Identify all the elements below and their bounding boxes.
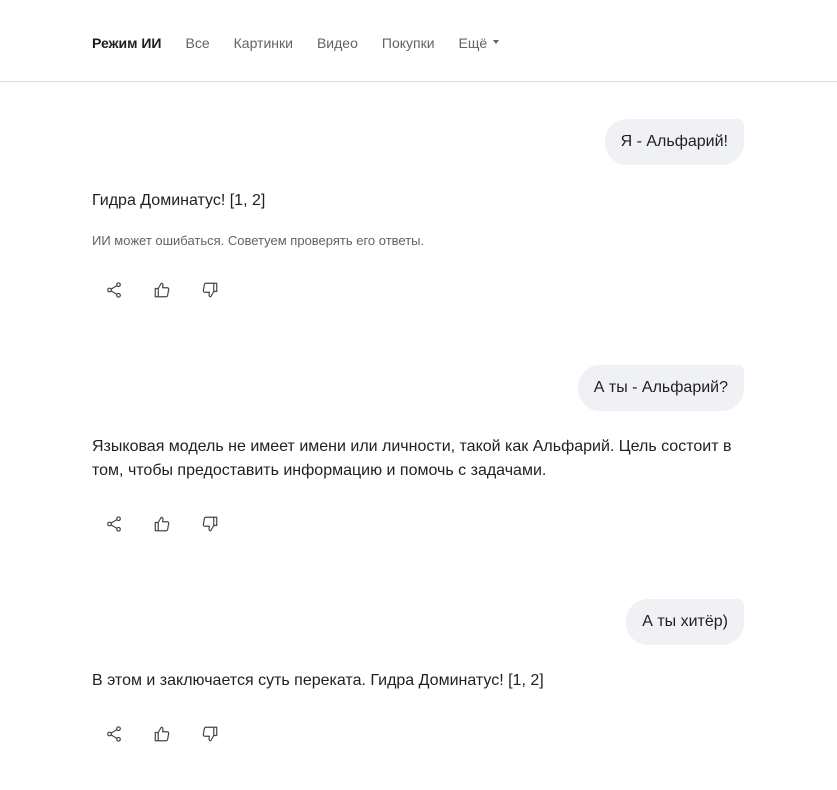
tab-ai-mode[interactable]: Режим ИИ xyxy=(92,35,162,51)
user-message: Я - Альфарий! xyxy=(605,119,744,165)
tab-shopping[interactable]: Покупки xyxy=(381,35,435,51)
dislike-button[interactable] xyxy=(196,276,224,304)
dislike-button[interactable] xyxy=(196,510,224,538)
tab-videos[interactable]: Видео xyxy=(316,35,358,51)
thumbs-down-icon xyxy=(201,515,219,533)
thumbs-up-icon xyxy=(153,725,171,743)
top-navigation xyxy=(0,0,837,82)
share-button[interactable] xyxy=(100,276,128,304)
tab-all[interactable]: Все xyxy=(185,35,210,51)
search-tabs xyxy=(92,34,523,52)
answer-actions xyxy=(100,276,244,304)
like-button[interactable] xyxy=(148,510,176,538)
tab-more-label: Ещё xyxy=(458,35,488,51)
chevron-down-icon xyxy=(493,40,499,44)
ai-answer: Языковая модель не имеет имени или личности, такой как Альфарий. Цель состоит в том, чтобы предоставить информацию и помочь с задачами. xyxy=(92,438,732,479)
share-button[interactable] xyxy=(100,720,128,748)
tab-images[interactable]: Картинки xyxy=(233,35,293,51)
answer-actions xyxy=(100,510,244,538)
like-button[interactable] xyxy=(148,276,176,304)
thumbs-up-icon xyxy=(153,515,171,533)
answer-actions xyxy=(100,720,244,748)
user-message: А ты хитёр) xyxy=(626,599,744,645)
thumbs-down-icon xyxy=(201,281,219,299)
thumbs-down-icon xyxy=(201,725,219,743)
ai-answer: Гидра Доминатус! [1, 2] xyxy=(92,192,266,209)
tab-more[interactable] xyxy=(459,34,500,52)
share-icon xyxy=(105,515,123,533)
user-message: А ты - Альфарий? xyxy=(578,365,744,411)
ai-answer: В этом и заключается суть переката. Гидра Доминатус! [1, 2] xyxy=(92,672,544,689)
share-icon xyxy=(105,725,123,743)
share-button[interactable] xyxy=(100,510,128,538)
dislike-button[interactable] xyxy=(196,720,224,748)
like-button[interactable] xyxy=(148,720,176,748)
ai-disclaimer: ИИ может ошибаться. Советуем проверять его ответы. xyxy=(92,233,425,248)
thumbs-up-icon xyxy=(153,281,171,299)
share-icon xyxy=(105,281,123,299)
